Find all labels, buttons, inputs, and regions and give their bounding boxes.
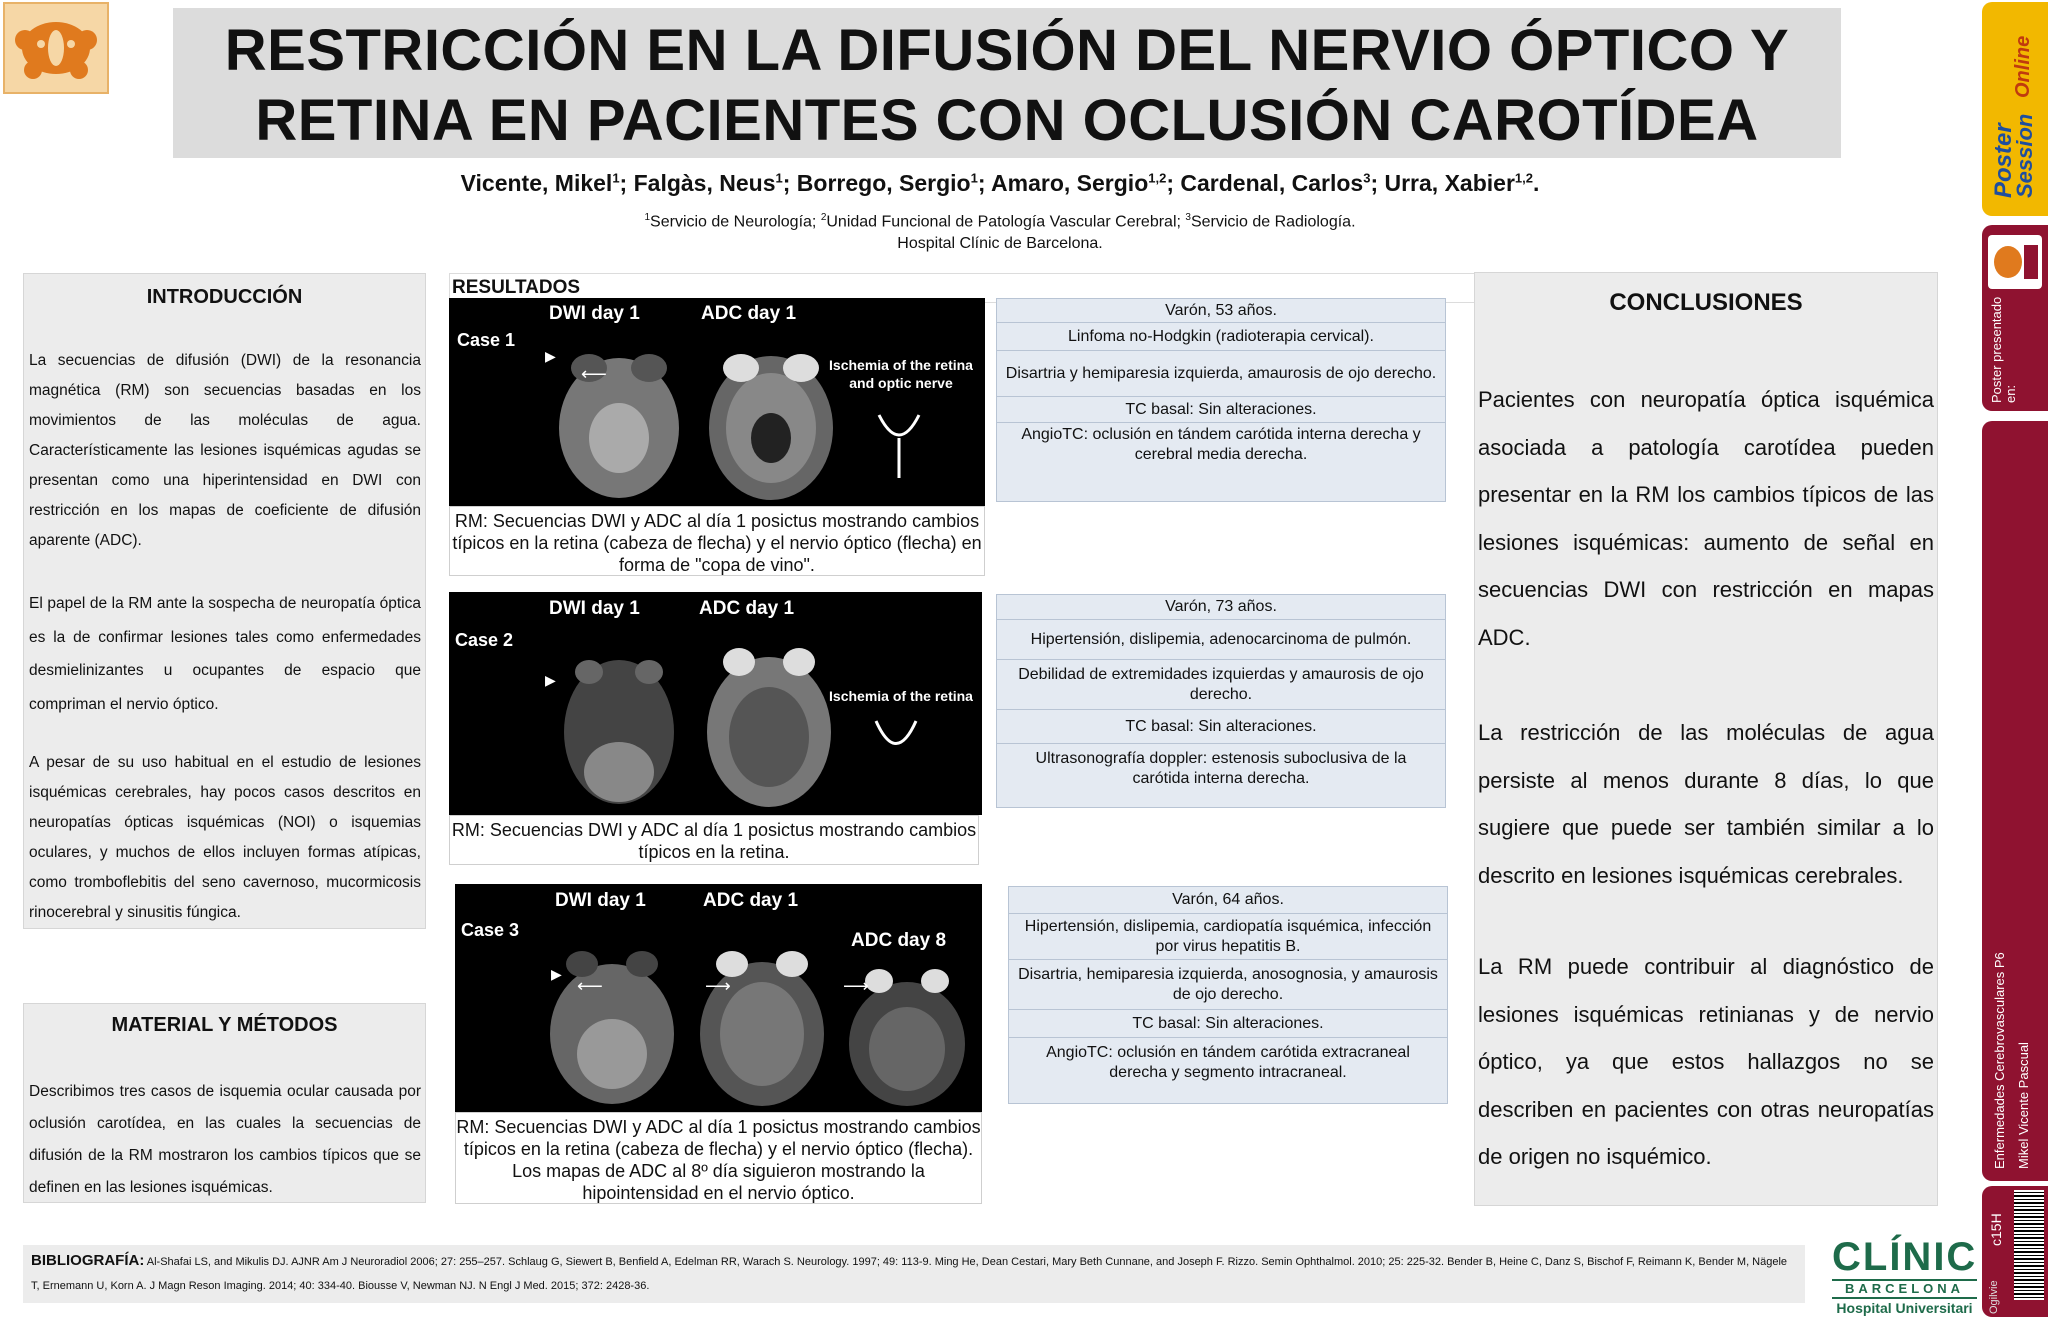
info-row: Hipertensión, dislipemia, cardiopatía isquémica, infección por virus hepatitis B. [1009, 914, 1447, 960]
poster-label: Poster [1990, 123, 2017, 198]
methods-section [23, 1003, 426, 1203]
online-label: Online [2012, 35, 2034, 98]
info-row: Varón, 53 años. [997, 299, 1445, 323]
introduction-title: INTRODUCCIÓN [146, 286, 303, 308]
affiliations: $^1$Servicio de Neurología; $^2$Unidad Funcional de Patología Vascular Cerebral; $^3$Servicio de Radiología. Hospital Clínic de Barcelona. [300, 207, 1700, 255]
methods-title: MATERIAL Y MÉTODOS [111, 1014, 338, 1036]
intro-paragraph-1: La secuencias de difusión (DWI) de la resonancia magnética (RM) son secuencias basadas en los movimientos de las moléculas de agua. Característicamente las lesiones isquémicas agudas se presentan como una hiperintensidad en DWI con restricción en los mapas de coeficiente de difusión aparente (ADC). [29, 352, 421, 549]
conclusions-paragraph-3: La RM puede contribuir al diagnóstico de lesiones isquémicas retinianas y de nervio óptico, ya que estos hallazgos no se describen en pacientes con otras neuropatías de origen no isquémico. [1478, 954, 1934, 1169]
dwi-brain-image [537, 924, 687, 1109]
clinic-logo: CLÍNIC BARCELONA Hospital Universitari [1832, 1235, 1978, 1316]
info-row: Linfoma no-Hodgkin (radioterapia cervical). [997, 323, 1445, 351]
info-row: AngioTC: oclusión en tándem carótida extracraneal derecha y segmento intracraneal. [1046, 1044, 1410, 1081]
poster-code-strip [1982, 1186, 2048, 1317]
author: Falgàs, Neus [633, 170, 776, 196]
arrowhead-icon: ▶ [551, 966, 562, 982]
adc-label: ADC day 1 [703, 890, 799, 911]
intro-paragraph-3: A pesar de su uso habitual en el estudio de lesiones isquémicas cerebrales, hay pocos casos descritos en neuropatías ópticas isquémicas (NOI) o isquemias oculares, y muchos de ellos incluyen formas atípicas, como tromboflebitis del seno cavernoso, mucormicosis rinocerebral y sinusitis fúngica. [29, 754, 421, 921]
case-3-caption: RM: Secuencias DWI y ADC al día 1 posictus mostrando cambios típicos en la retina (cabeza de flecha) y el nervio óptico (flecha). Los mapas de ADC al 8º día siguieron mostrando la hipointensidad en el nervio óptico. [455, 1112, 982, 1204]
dwi-brain-image [539, 632, 699, 812]
info-row: Hipertensión, dislipemia, adenocarcinoma de pulmón. [997, 620, 1445, 660]
brand-label: Ogilvie [1988, 1280, 2000, 1314]
session-label: Session [2012, 113, 2037, 198]
wine-glass-icon [874, 410, 924, 480]
bibliography-label: BIBLIOGRAFÍA: [31, 1252, 145, 1269]
info-row: AngioTC: oclusión en tándem carótida interna derecha y cerebral media derecha. [1021, 426, 1421, 463]
cup-icon [871, 716, 921, 756]
introduction-section [23, 273, 426, 929]
conclusions-paragraph-2: La restricción de las moléculas de agua persiste al menos durante 8 días, lo que sugiere que puede ser también similar a lo descrito en lesiones isquémicas cerebrales. [1478, 720, 1934, 888]
hospital-name: Hospital Clínic de Barcelona. [897, 235, 1103, 253]
case-label: Case 1 [457, 330, 516, 350]
dwi-label: DWI day 1 [549, 303, 640, 324]
adc-brain-image [689, 632, 849, 812]
arrowhead-icon: ▶ [545, 672, 556, 688]
info-row: TC basal: Sin alteraciones. [1009, 1010, 1447, 1038]
info-row: Disartria y hemiparesia izquierda, amaurosis de ojo derecho. [997, 351, 1445, 397]
adc-label: ADC day 1 [699, 598, 795, 619]
info-row: Disartria, hemiparesia izquierda, anosognosia, y amaurosis de ojo derecho. [1009, 960, 1447, 1010]
case-2-caption: RM: Secuencias DWI y ADC al día 1 posictus mostrando cambios típicos en la retina. [449, 815, 979, 865]
brain-logo [3, 2, 109, 94]
case-2-info-table [996, 594, 1446, 808]
conclusions-section [1474, 272, 1938, 1206]
scan-note: Ischemia of the retina and optic nerve [829, 357, 973, 391]
info-row: Ultrasonografía doppler: estenosis suboclusiva de la carótida interna derecha. [1035, 750, 1407, 787]
adc-brain-image [691, 328, 851, 500]
presented-label: Poster presentado en: [1989, 296, 2018, 403]
info-row: TC basal: Sin alteraciones. [997, 710, 1445, 744]
conclusions-paragraph-1: Pacientes con neuropatía óptica isquémica asociada a patología carotídea pueden presentar en la RM los cambios típicos de las lesiones isquémicas: aumento de señal en secuencias DWI con restricción en mapas ADC. [1478, 387, 1934, 650]
dwi-brain-image [539, 328, 699, 500]
results-title: RESULTADOS [452, 277, 581, 298]
bibliography-text: Al-Shafai LS, and Mikulis DJ. AJNR Am J Neuroradiol 2006; 27: 255–257. Schlaug G, Siewert B, Benfield A, Edelman RR, Warach S. Neurology. 1997; 49: 113-9. Ming He, Dean Cestari, Mary Beth Cunnane, and Joseph F. Rizzo. Semin Ophthalmol. 2010; 25: 225-32. Bender B, Heine C, Danz S, Bischof F, Reimann K, Bender M, Nägele T, Ernemann U, Korn A. J Magn Reson Imaging. 2014; 40: 334-40. Biousse V, Newman NJ. N Engl J Med. 2015; 372: 2428-36. [31, 1256, 1788, 1292]
case-2-scan [449, 592, 982, 815]
author: Amaro, Sergio [991, 170, 1149, 196]
intro-paragraph-2: El papel de la RM ante la sospecha de neuropatía óptica es la de confirmar lesiones tales como enfermedades desmielinizantes u ocupantes de espacio que compriman el nervio óptico. [29, 595, 421, 713]
info-row: Varón, 64 años. [1009, 887, 1447, 914]
conclusions-title: CONCLUSIONES [1609, 289, 1803, 316]
scan-note: Ischemia of the retina [829, 688, 973, 704]
arrow-right-icon: ⟶ [705, 976, 731, 996]
poster-code: c15H [1988, 1213, 2004, 1246]
title-line-2: RETINA EN PACIENTES CON OCLUSIÓN CAROTÍDEA [255, 88, 1759, 153]
case-label: Case 3 [461, 920, 520, 940]
author: Borrego, Sergio [796, 170, 971, 196]
arrow-left-icon: ⟵ [581, 364, 607, 384]
case-1-info-table [996, 298, 1446, 502]
author: Vicente, Mikel [460, 170, 613, 196]
title-line-1: RESTRICCIÓN EN LA DIFUSIÓN DEL NERVIO ÓPTICO Y [224, 18, 1790, 83]
bibliography [23, 1245, 1805, 1303]
case-1-scan [449, 298, 985, 506]
arrowhead-icon: ▶ [545, 348, 556, 364]
adc-day8-label: ADC day 8 [851, 930, 947, 951]
title-banner [173, 8, 1841, 158]
barcode-icon [2014, 1190, 2044, 1300]
author: Urra, Xabier [1384, 170, 1515, 196]
adc-brain-image [687, 924, 837, 1109]
dwi-label: DWI day 1 [549, 598, 640, 619]
dwi-label: DWI day 1 [555, 890, 646, 911]
arrow-right-icon: ⟶ [843, 976, 869, 996]
methods-text: Describimos tres casos de isquemia ocular causada por oclusión carotídea, en las cuales la secuencias de difusión de la RM mostraron los cambios típicos que se definen en las lesiones isquémicas. [29, 1083, 421, 1196]
arrow-left-icon: ⟵ [577, 976, 603, 996]
case-3-info-table [1008, 886, 1448, 1104]
info-row: TC basal: Sin alteraciones. [997, 397, 1445, 423]
case-3-scan [455, 884, 982, 1112]
authors-line: Vicente, Mikel$^1$; Falgàs, Neus$^1$; Borrego, Sergio$^1$; Amaro, Sergio$^{1,2}$; Cardenal, Carlos$^3$; Urra, Xabier$^{1,2}$. [460, 170, 1540, 196]
adc-label: ADC day 1 [701, 303, 797, 324]
event-logo-icon [1988, 235, 2042, 289]
case-label: Case 2 [455, 630, 514, 650]
author: Cardenal, Carlos [1180, 170, 1364, 196]
info-row: Varón, 73 años. [997, 595, 1445, 620]
case-1-caption: RM: Secuencias DWI y ADC al día 1 posictus mostrando cambios típicos en la retina (cabeza de flecha) y el nervio óptico (flecha) en forma de "copa de vino". [449, 506, 985, 576]
presenter-name: Mikel Vicente Pascual [2016, 1042, 2031, 1169]
presented-at-badge [1982, 225, 2048, 411]
info-row: Debilidad de extremidades izquierdas y amaurosis de ojo derecho. [997, 660, 1445, 710]
event-name: Enfermedades Cerebrovasculares P6 [1992, 952, 2007, 1169]
event-info-strip [1982, 421, 2048, 1181]
poster-session-online-badge[interactable] [1982, 2, 2048, 216]
